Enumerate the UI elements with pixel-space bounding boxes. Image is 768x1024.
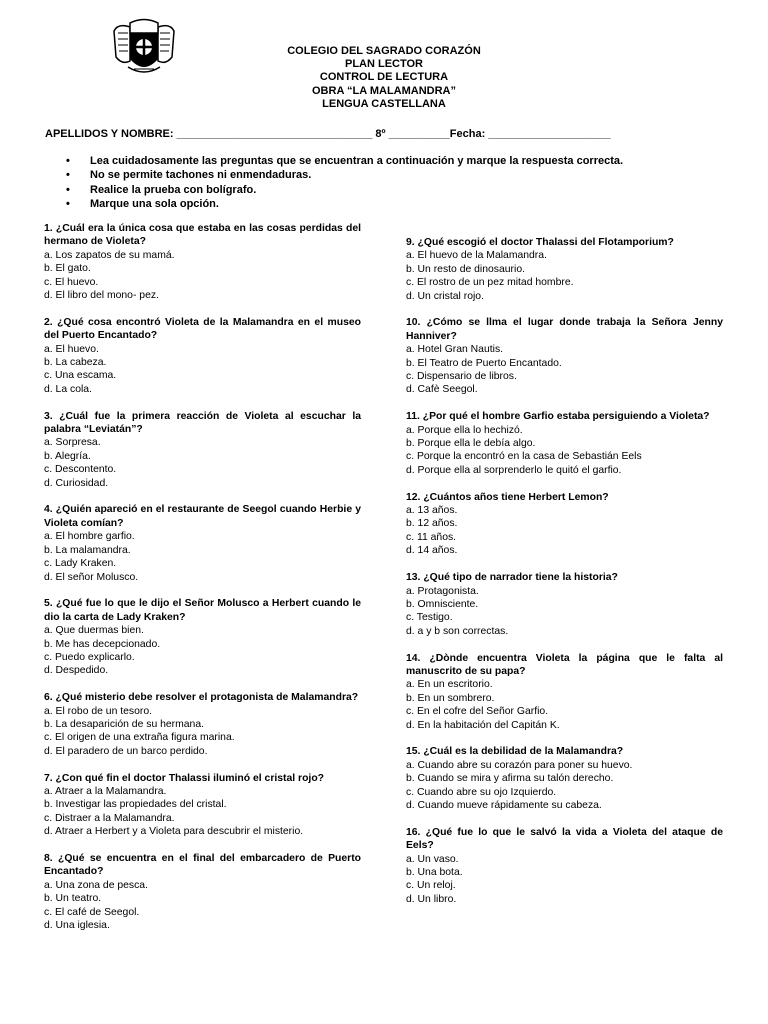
question-block — [406, 316, 723, 396]
answer-option[interactable]: a. El huevo. — [44, 343, 99, 355]
answer-option[interactable]: b. Omnisciente. — [406, 598, 479, 610]
answer-option[interactable]: c. El huevo. — [44, 276, 99, 288]
answer-option[interactable]: b. 12 años. — [406, 518, 458, 530]
bullet-icon: • — [66, 169, 70, 182]
question-text: 4. ¿Quién apareció en el restaurante de Seegol cuando Herbie y Violeta comían? — [44, 504, 361, 529]
question-text: 12. ¿Cuántos años tiene Herbert Lemon? — [406, 491, 609, 503]
answer-option[interactable]: d. Un cristal rojo. — [406, 290, 484, 302]
answer-option[interactable]: a. El robo de un tesoro. — [44, 705, 153, 717]
answer-option[interactable]: d. 14 años. — [406, 545, 458, 557]
question-block — [406, 652, 723, 732]
answer-option[interactable]: c. Testigo. — [406, 612, 453, 624]
question-text: 13. ¿Qué tipo de narrador tiene la historia? — [406, 572, 618, 584]
answer-option[interactable]: c. El café de Seegol. — [44, 906, 140, 918]
question-block — [406, 236, 723, 303]
instruction-item: • No se permite tachones ni enmendaduras. — [66, 169, 312, 182]
question-block — [406, 745, 723, 812]
question-text: 15. ¿Cuál es la debilidad de la Malamandra? — [406, 746, 624, 758]
answer-option[interactable]: c. En el cofre del Señor Garfio. — [406, 706, 549, 718]
answer-option[interactable]: d. El paradero de un barco perdido. — [44, 745, 208, 757]
answer-option[interactable]: d. Curiosidad. — [44, 477, 109, 489]
question-block — [406, 410, 723, 477]
answer-option[interactable]: c. El rostro de un pez mitad hombre. — [406, 277, 574, 289]
answer-option[interactable]: c. Cuando abre su ojo Izquierdo. — [406, 786, 557, 798]
answer-option[interactable]: d. Porque ella al sorprenderlo le quitó el garfio. — [406, 464, 622, 476]
answer-option[interactable]: d. La cola. — [44, 383, 92, 395]
answer-option[interactable]: d. En la habitación del Capitán K. — [406, 719, 560, 731]
answer-option[interactable]: b. Alegría. — [44, 450, 91, 462]
question-text: 9. ¿Qué escogió el doctor Thalassi del Flotamporium? — [406, 237, 674, 248]
answer-option[interactable]: c. Porque la encontró en la casa de Sebastián Eels — [406, 451, 642, 463]
answer-option[interactable]: b. Cuando se mira y afirma su talón derecho. — [406, 773, 614, 785]
book-title: OBRA “LA MALAMANDRA” — [312, 84, 456, 97]
answer-option[interactable]: b. En un sombrero. — [406, 692, 495, 704]
school-name: COLEGIO DEL SAGRADO CORAZÓN — [287, 45, 481, 57]
answer-option[interactable]: a. Los zapatos de su mamá. — [44, 249, 175, 261]
answer-option[interactable]: b. Una bota. — [406, 866, 463, 878]
question-text: 14. ¿Dònde encuentra Violeta la página que le falta al manuscrito de su papa? — [406, 652, 723, 677]
question-text: 7. ¿Con qué fin el doctor Thalassi iluminó el cristal rojo? — [44, 772, 325, 784]
answer-option[interactable]: b. La desaparición de su hermana. — [44, 718, 205, 730]
answer-option[interactable]: c. Un reloj. — [406, 880, 456, 892]
answer-option[interactable]: a. Cuando abre su corazón para poner su huevo. — [406, 759, 633, 771]
answer-option[interactable]: d. Atraer a Herbert y a Violeta para descubrir el misterio. — [44, 826, 304, 838]
answer-option[interactable]: a. Hotel Gran Nautis. — [406, 344, 504, 356]
answer-option[interactable]: d. El libro del mono- pez. — [44, 290, 159, 302]
question-block — [44, 691, 361, 758]
question-block — [406, 826, 723, 906]
answer-option[interactable]: a. Porque ella lo hechizó. — [406, 424, 523, 436]
answer-option[interactable]: a. Protagonista. — [406, 585, 479, 597]
question-text: 16. ¿Qué fue lo que le salvó la vida a Violeta del ataque de Eels? — [406, 826, 723, 852]
answer-option[interactable]: b. Me has decepcionado. — [44, 638, 161, 650]
answer-option[interactable]: c. Lady Kraken. — [44, 558, 117, 570]
answer-option[interactable]: b. Investigar las propiedades del cristal. — [44, 799, 227, 811]
test-type: CONTROL DE LECTURA — [319, 71, 449, 84]
answer-option[interactable]: a. Sorpresa. — [44, 437, 101, 449]
question-block — [44, 316, 361, 396]
answer-option[interactable]: a. 13 años. — [406, 505, 458, 517]
answer-option[interactable]: d. Cuando mueve rápidamente su cabeza. — [406, 799, 602, 811]
answer-option[interactable]: a. El huevo de la Malamandra. — [406, 250, 547, 262]
answer-option[interactable]: b. Porque ella le debía algo. — [406, 438, 536, 450]
question-text: 2. ¿Qué cosa encontró Violeta de la Malamandra en el museo del Puerto Encantado? — [44, 316, 361, 342]
questions-right-column — [406, 236, 723, 920]
instructions-list — [66, 154, 706, 211]
answer-option[interactable]: c. Puedo explicarlo. — [44, 651, 135, 663]
answer-option[interactable]: b. La malamandra. — [44, 544, 131, 556]
subject-name: LENGUA CASTELLANA — [322, 97, 446, 110]
answer-option[interactable]: d. Una iglesia. — [44, 920, 110, 932]
question-block — [44, 222, 361, 302]
answer-option[interactable]: d. a y b son correctas. — [406, 625, 509, 637]
answer-option[interactable]: b. El Teatro de Puerto Encantado. — [406, 357, 562, 369]
question-block — [44, 852, 361, 932]
student-info-line[interactable]: APELLIDOS Y NOMBRE: ________________________________ 8º __________Fecha: ____________________ — [45, 128, 611, 140]
bullet-icon: • — [66, 183, 70, 196]
answer-option[interactable]: b. Un resto de dinosaurio. — [406, 263, 525, 275]
answer-option[interactable]: a. En un escritorio. — [406, 679, 493, 691]
questions-left-column — [44, 222, 361, 946]
instruction-item: • Lea cuidadosamente las preguntas que se encuentran a continuación y marque la respuesta correcta. — [66, 155, 624, 167]
answer-option[interactable]: a. Atraer a la Malamandra. — [44, 785, 167, 797]
answer-option[interactable]: c. Dispensario de libros. — [406, 371, 517, 383]
answer-option[interactable]: c. 11 años. — [406, 531, 457, 543]
program-name: PLAN LECTOR — [344, 58, 424, 71]
answer-option[interactable]: d. Despedido. — [44, 665, 109, 677]
answer-option[interactable]: d. Un libro. — [406, 893, 457, 905]
document-header — [160, 45, 608, 111]
question-text: 6. ¿Qué misterio debe resolver el protagonista de Malamandra? — [44, 692, 359, 704]
answer-option[interactable]: b. La cabeza. — [44, 357, 107, 369]
answer-option[interactable]: a. Un vaso. — [406, 853, 459, 865]
question-text: 5. ¿Qué fue lo que le dijo el Señor Molusco a Herbert cuando le dio la carta de Lady Kraken? — [44, 598, 361, 623]
answer-option[interactable]: c. Descontento. — [44, 464, 117, 476]
question-block — [44, 503, 361, 583]
bullet-icon: • — [66, 197, 70, 210]
answer-option[interactable]: d. Cafè Seegol. — [406, 384, 478, 396]
question-block — [406, 491, 723, 558]
answer-option[interactable]: c. Distraer a la Malamandra. — [44, 812, 175, 824]
answer-option[interactable]: a. El hombre garfio. — [44, 531, 135, 543]
question-text: 3. ¿Cuál fue la primera reacción de Violeta al escuchar la palabra “Leviatán”? — [44, 410, 361, 436]
question-text: 8. ¿Qué se encuentra en el final del embarcadero de Puerto Encantado? — [44, 852, 361, 878]
instruction-item: • Marque una sola opción. — [66, 197, 219, 210]
answer-option[interactable]: c. El origen de una extraña figura marina. — [44, 732, 235, 744]
question-block — [44, 772, 361, 839]
question-text: 11. ¿Por qué el hombre Garfio estaba persiguiendo a Violeta? — [406, 411, 710, 423]
answer-option[interactable]: c. Una escama. — [44, 370, 117, 382]
answer-option[interactable]: b. El gato. — [44, 263, 91, 275]
question-block — [44, 597, 361, 677]
answer-option[interactable]: d. El señor Molusco. — [44, 571, 139, 583]
instruction-item: • Realice la prueba con bolígrafo. — [66, 183, 257, 196]
question-block — [44, 410, 361, 490]
answer-option[interactable]: b. Un teatro. — [44, 893, 102, 905]
bullet-icon: • — [66, 155, 70, 167]
question-block — [406, 571, 723, 638]
answer-option[interactable]: a. Una zona de pesca. — [44, 879, 148, 891]
question-text: 1. ¿Cuál era la única cosa que estaba en las cosas perdidas del hermano de Violeta? — [44, 223, 361, 248]
question-text: 10. ¿Cómo se llma el lugar donde trabaja la Señora Jenny Hanniver? — [406, 317, 723, 342]
answer-option[interactable]: a. Que duermas bien. — [44, 625, 144, 637]
